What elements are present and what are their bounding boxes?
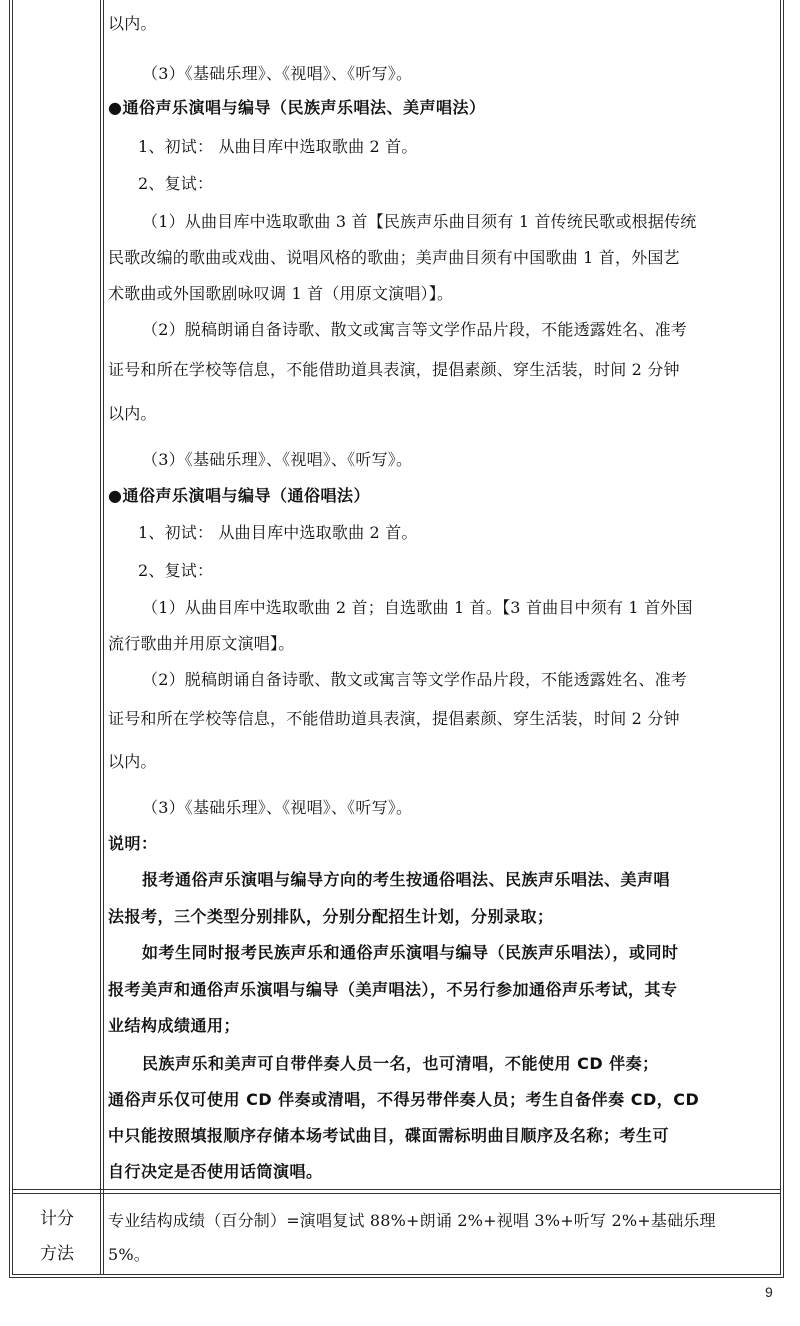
note-line: 报考通俗声乐演唱与编导方向的考生按通俗唱法、民族声乐唱法、美声唱 [142, 870, 671, 889]
body-line: 1、初试： 从曲目库中选取歌曲 2 首。 [138, 137, 418, 156]
note-line: 法报考，三个类型分别排队，分别分配招生计划，分别录取； [108, 907, 554, 926]
body-line: 术歌曲或外国歌剧咏叹调 1 首（用原文演唱）】。 [108, 284, 454, 303]
body-line: 2、复试： [138, 174, 214, 193]
body-line: 2、复试： [138, 561, 214, 580]
body-line: （3）《基础乐理》、《视唱》、《听写》。 [142, 450, 413, 469]
column-divider [100, 0, 101, 1275]
section-heading: ●通俗声乐演唱与编导（通俗唱法） [108, 486, 370, 505]
body-line: （1）从曲目库中选取歌曲 2 首；自选歌曲 1 首。【3 首曲目中须有 1 首外国 [142, 598, 693, 617]
scoring-label: 方法 [40, 1244, 74, 1264]
body-line: （2）脱稿朗诵自备诗歌、散文或寓言等文学作品片段，不能透露姓名、准考 [142, 320, 687, 339]
body-line: （3）《基础乐理》、《视唱》、《听写》。 [142, 798, 413, 817]
scoring-formula: 专业结构成绩（百分制）=演唱复试 88%+朗诵 2%+视唱 3%+听写 2%+基础乐理 [108, 1211, 716, 1230]
body-line: （1）从曲目库中选取歌曲 3 首【民族声乐曲目须有 1 首传统民歌或根据传统 [142, 212, 697, 231]
note-heading: 说明： [108, 834, 158, 853]
note-line: 通俗声乐仅可使用 CD 伴奏或清唱，不得另带伴奏人员；考生自备伴奏 CD，CD [108, 1090, 700, 1109]
body-line: 证号和所在学校等信息，不能借助道具表演，提倡素颜、穿生活装，时间 2 分钟 [108, 709, 680, 728]
row-divider [12, 1189, 781, 1190]
note-line: 中只能按照填报顺序存储本场考试曲目，碟面需标明曲目顺序及名称；考生可 [108, 1126, 670, 1145]
note-line: 自行决定是否使用话筒演唱。 [108, 1162, 323, 1181]
scoring-formula: 5%。 [108, 1245, 150, 1264]
note-line: 民族声乐和美声可自带伴奏人员一名，也可清唱，不能使用 CD 伴奏； [142, 1054, 659, 1073]
body-line: 以内。 [108, 404, 157, 423]
body-line: 以内。 [108, 752, 157, 771]
section-heading: ●通俗声乐演唱与编导（民族声乐唱法、美声唱法） [108, 98, 486, 117]
body-line: 以内。 [108, 14, 157, 33]
body-line: （3）《基础乐理》、《视唱》、《听写》。 [142, 64, 413, 83]
note-line: 报考美声和通俗声乐演唱与编导（美声唱法），不另行参加通俗声乐考试，其专 [108, 980, 678, 999]
body-line: （2）脱稿朗诵自备诗歌、散文或寓言等文学作品片段，不能透露姓名、准考 [142, 670, 687, 689]
body-line: 1、初试： 从曲目库中选取歌曲 2 首。 [138, 523, 418, 542]
column-divider [103, 0, 104, 1275]
row-divider [12, 1193, 781, 1194]
note-line: 如考生同时报考民族声乐和通俗声乐演唱与编导（民族声乐唱法），或同时 [142, 943, 679, 962]
scoring-label: 计分 [40, 1209, 74, 1229]
body-line: 证号和所在学校等信息，不能借助道具表演，提倡素颜、穿生活装，时间 2 分钟 [108, 360, 680, 379]
page-number: 9 [765, 1284, 773, 1300]
body-line: 民歌改编的歌曲或戏曲、说唱风格的歌曲；美声曲目须有中国歌曲 1 首，外国艺 [108, 248, 680, 267]
body-line: 流行歌曲并用原文演唱】。 [108, 634, 295, 653]
note-line: 业结构成绩通用； [108, 1016, 241, 1035]
